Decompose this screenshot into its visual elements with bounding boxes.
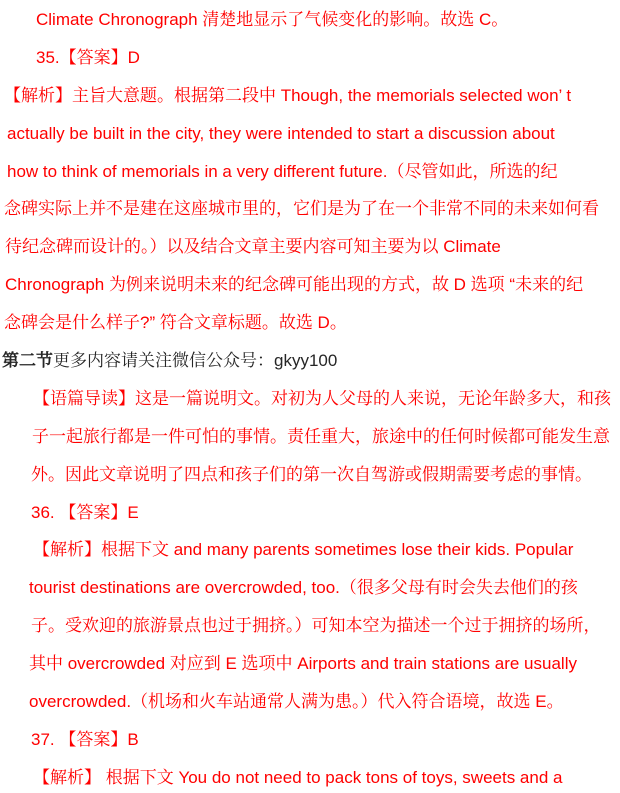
analysis-35-line-1: 【解析】主旨大意题。根据第二段中 Though, the memorials selected won’ t xyxy=(4,85,572,105)
analysis-36-line-5: overcrowded.（机场和火车站通常人满为患。）代入符合语境，故选 E。 xyxy=(29,692,564,712)
analysis-35-line-3: how to think of memorials in a very different future.（尽管如此，所选的纪 xyxy=(7,161,558,181)
answer-37-line: 37. 【答案】B xyxy=(31,729,139,749)
analysis-36-line-3: 子。受欢迎的旅游景点也过于拥挤。）可知本空为描述一个过于拥挤的场所， xyxy=(31,616,601,636)
analysis-35-line-5: 待纪念碑而设计的。）以及结合文章主要内容可知主要为以 Climate xyxy=(5,237,501,257)
answer-36-line: 36. 【答案】E xyxy=(31,502,139,522)
analysis-35-line-6: Chronograph 为例来说明未来的纪念碑可能出现的方式，故 D 选项 “未来的纪 xyxy=(5,275,584,295)
answer-35-line: 35.【答案】D xyxy=(36,47,140,67)
passage-intro-line-2: 子一起旅行都是一件可怕的事情。责任重大，旅途中的任何时候都可能发生意 xyxy=(32,426,610,446)
passage-intro-line-1: 【语篇导读】这是一篇说明文。对初为人父母的人来说，无论年龄多大，和孩 xyxy=(33,388,611,408)
analysis-37-line-1: 【解析】 根据下文 You do not need to pack tons of toys, sweets and a xyxy=(33,767,563,787)
section-heading xyxy=(0,342,620,380)
passage-intro-line-3: 外。因此文章说明了四点和孩子们的第一次自驾游或假期需要考虑的事情。 xyxy=(31,464,592,484)
analysis-34-conclusion-line: Climate Chronograph 清楚地显示了气候变化的影响。故选 C。 xyxy=(36,10,509,29)
analysis-35-line-4: 念碑实际上并不是建在这座城市里的，它们是为了在一个非常不同的未来如何看 xyxy=(4,199,599,219)
analysis-35-line-2: actually be built in the city, they were intended to start a discussion about xyxy=(7,123,555,143)
analysis-36-line-2: tourist destinations are overcrowded, too.（很多父母有时会失去他们的孩 xyxy=(29,578,578,598)
analysis-36-line-4: 其中 overcrowded 对应到 E 选项中 Airports and train stations are usually xyxy=(29,654,577,674)
section-heading-note: 更多内容请关注微信公众号：gkyy100 xyxy=(53,351,338,371)
analysis-36-line-1: 【解析】根据下文 and many parents sometimes lose their kids. Popular xyxy=(33,540,574,560)
section-heading-number: 第二节 xyxy=(2,351,53,371)
analysis-35-line-7: 念碑会是什么样子?” 符合文章标题。故选 D。 xyxy=(4,313,347,333)
